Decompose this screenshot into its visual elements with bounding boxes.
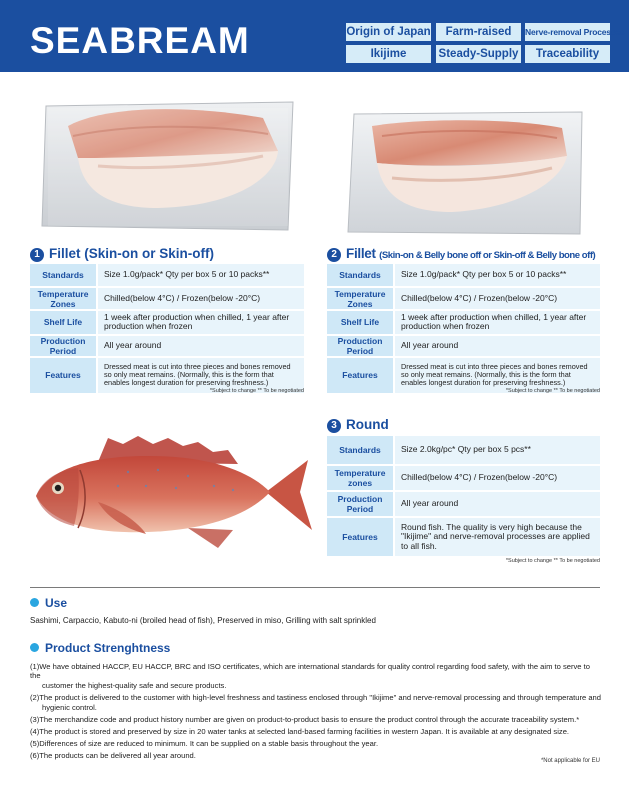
spec-row-features	[327, 518, 600, 556]
spec-row-standards	[327, 264, 600, 286]
badge-ikijime: Ikijime	[346, 45, 431, 63]
spec-row-production-period	[327, 336, 600, 356]
production-period-value: All year around	[395, 336, 600, 356]
use-text: Sashimi, Carpaccio, Kabuto-ni (broiled head of fish), Preserved in miso, Grilling with salt sprinkled	[30, 616, 376, 625]
strength-item-1-line-2: customer the highest-quality safe and secure products.	[42, 680, 227, 690]
standards-value: Size 2.0kg/pc* Qty per box 5 pcs**	[395, 436, 600, 464]
production-period-label: Production Period	[327, 336, 393, 356]
features-value: Dressed meat is cut into three pieces and bones removed so only meat remains. (Normally, this is the form that enables longest duration for preserving freshness.)	[98, 358, 304, 393]
features-value: Dressed meat is cut into three pieces and bones removed so only meat remains. (Normally, this is the form that enables longest duration for preserving freshness.)	[395, 358, 600, 393]
section-2-note: *Subject to change ** To be negotiated	[505, 388, 600, 394]
use-heading	[30, 596, 67, 610]
strength-item-2-line-2: hygienic control.	[42, 702, 97, 712]
section-2-title-main: Fillet	[346, 246, 376, 261]
section-3-title-text: Round	[346, 417, 389, 432]
section-2-title	[327, 246, 595, 262]
shelf-life-label: Shelf Life	[327, 311, 393, 334]
spec-row-temperature	[327, 288, 600, 309]
section-3-number: 3	[327, 419, 341, 433]
standards-value: Size 1.0g/pack* Qty per box 5 or 10 packs**	[395, 264, 600, 286]
spec-row-temperature	[30, 288, 304, 309]
production-period-label: Production Period	[327, 492, 393, 516]
standards-label: Standards	[327, 436, 393, 464]
strength-item-3: (3)The merchandize code and product history number are given on product-to-product basis to ensure the product control through the accurate traceability system.*	[30, 714, 580, 724]
features-value: Round fish. The quality is very high because the "Ikijime" and nerve-removal processes are applied to all fish.	[395, 518, 600, 556]
strength-item-4: (4)The product is stored and preserved by size in 20 water tanks at selected land-based farming facilities in western Japan. It is available at any designated size.	[30, 726, 570, 736]
temperature-label: Temperature Zones	[30, 288, 96, 309]
features-label: Features	[327, 518, 393, 556]
section-1-title-text: Fillet (Skin-on or Skin-off)	[49, 246, 214, 261]
badge-traceability: Traceability	[525, 45, 610, 63]
spec-row-standards	[30, 264, 304, 286]
section-1-title	[30, 246, 214, 262]
temperature-label: Temperature zones	[327, 466, 393, 490]
shelf-life-value: 1 week after production when chilled, 1 year after production when frozen	[98, 311, 304, 334]
shelf-life-value: 1 week after production when chilled, 1 year after production when frozen	[395, 311, 600, 334]
divider	[30, 587, 600, 588]
shelf-life-label: Shelf Life	[30, 311, 96, 334]
temperature-value: Chilled(below 4°C) / Frozen(below -20°C)	[98, 288, 304, 309]
badge-steady-supply: Steady-Supply	[436, 45, 521, 63]
spec-row-standards	[327, 436, 600, 464]
section-3-title	[327, 417, 389, 433]
spec-row-shelf-life	[30, 311, 304, 334]
production-period-value: All year around	[395, 492, 600, 516]
temperature-value: Chilled(below 4°C) / Frozen(below -20°C)	[395, 288, 600, 309]
standards-label: Standards	[30, 264, 96, 286]
section-1-number: 1	[30, 248, 44, 262]
strengths-heading	[30, 641, 170, 655]
temperature-value: Chilled(below 4°C) / Frozen(below -20°C)	[395, 466, 600, 490]
production-period-value: All year around	[98, 336, 304, 356]
badge-nerve-removal: Nerve-removal Processes	[525, 23, 610, 41]
whole-seabream-image	[28, 430, 318, 555]
features-label: Features	[30, 358, 96, 393]
strength-item-2-line-1: (2)The product is delivered to the customer with high-level freshness and tastiness enclosed through "Ikijime" and nerve-removal processing and through temperature and	[30, 693, 602, 703]
strength-item-6: (6)The products can be delivered all year around.	[30, 750, 196, 760]
strengths-list	[30, 662, 602, 763]
spec-row-production-period	[30, 336, 304, 356]
section-2-spec-table	[327, 262, 600, 395]
section-2-number: 2	[327, 248, 341, 262]
strength-item-2	[30, 693, 602, 712]
fillet-belly-bone-off-image	[342, 108, 588, 238]
spec-row-temperature	[327, 466, 600, 490]
bullet-dot-icon	[30, 598, 39, 607]
section-3-spec-table	[327, 434, 600, 558]
badge-origin-of-japan: Origin of Japan	[346, 23, 431, 41]
strength-item-5: (5)Differences of size are reduced to minimum. It can be supplied on a stable basis throughout the year.	[30, 738, 379, 748]
features-label: Features	[327, 358, 393, 393]
temperature-label: Temperature Zones	[327, 288, 393, 309]
use-heading-text: Use	[45, 596, 68, 610]
fillet-pack-image	[38, 96, 298, 236]
page-title: SEABREAM	[30, 20, 250, 61]
section-3-note: *Subject to change ** To be negotiated	[505, 558, 600, 564]
strength-item-1	[30, 662, 602, 690]
bullet-dot-icon	[30, 643, 39, 652]
strength-item-1-line-1: (1)We have obtained HACCP, EU HACCP, BRC and ISO certificates, which are international standards for quality control regarding food safety, with the aim to serve to the	[30, 662, 590, 681]
spec-row-production-period	[327, 492, 600, 516]
badge-farm-raised: Farm-raised	[436, 23, 521, 41]
standards-value: Size 1.0g/pack* Qty per box 5 or 10 packs**	[98, 264, 304, 286]
section-1-note: *Subject to change ** To be negotiated	[209, 388, 304, 394]
standards-label: Standards	[327, 264, 393, 286]
production-period-label: Production Period	[30, 336, 96, 356]
strengths-heading-text: Product Strenghtness	[45, 641, 171, 655]
header-bar	[0, 0, 629, 72]
strengths-footnote: *Not applicable for EU	[540, 758, 600, 764]
section-2-title-sub: (Skin-on & Belly bone off or Skin-off & Belly bone off)	[379, 250, 596, 261]
section-1-spec-table	[30, 262, 304, 395]
spec-row-shelf-life	[327, 311, 600, 334]
